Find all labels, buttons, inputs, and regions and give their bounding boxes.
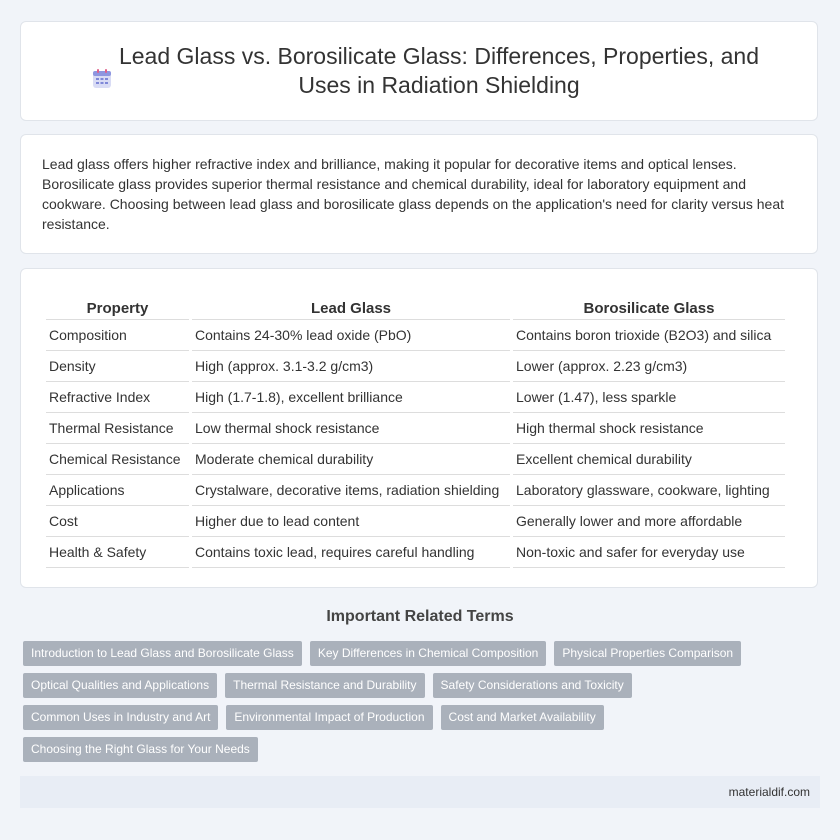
- lead-glass-cell: High (1.7-1.8), excellent brilliance: [192, 382, 510, 413]
- comparison-table: [43, 297, 788, 568]
- related-term-tag[interactable]: Optical Qualities and Applications: [23, 673, 217, 698]
- table-row: [46, 413, 785, 444]
- comparison-card: [20, 268, 818, 588]
- table-row: [46, 320, 785, 351]
- page-title: Lead Glass vs. Borosilicate Glass: Differences, Properties, and Uses in Radiation Shielding: [118, 43, 760, 98]
- lead-glass-cell: Contains toxic lead, requires careful handling: [192, 537, 510, 568]
- lead-glass-cell: Contains 24-30% lead oxide (PbO): [192, 320, 510, 351]
- property-cell: Applications: [46, 475, 189, 506]
- borosilicate-glass-cell: Lower (approx. 2.23 g/cm3): [513, 351, 785, 382]
- related-terms-title: Important Related Terms: [326, 608, 514, 625]
- related-terms-list: [23, 641, 783, 769]
- related-term-tag[interactable]: Key Differences in Chemical Composition: [310, 641, 547, 666]
- lead-glass-cell: Crystalware, decorative items, radiation shielding: [192, 475, 510, 506]
- property-cell: Health & Safety: [46, 537, 189, 568]
- header-lead-glass: Lead Glass: [192, 297, 510, 320]
- property-cell: Density: [46, 351, 189, 382]
- title-card: [20, 21, 818, 121]
- related-term-tag[interactable]: Common Uses in Industry and Art: [23, 705, 218, 730]
- property-cell: Chemical Resistance: [46, 444, 189, 475]
- table-row: [46, 475, 785, 506]
- borosilicate-glass-cell: Lower (1.47), less sparkle: [513, 382, 785, 413]
- related-term-tag[interactable]: Choosing the Right Glass for Your Needs: [23, 737, 258, 762]
- table-row: [46, 351, 785, 382]
- related-term-tag[interactable]: Cost and Market Availability: [441, 705, 604, 730]
- lead-glass-cell: High (approx. 3.1-3.2 g/cm3): [192, 351, 510, 382]
- borosilicate-glass-cell: Excellent chemical durability: [513, 444, 785, 475]
- header-property: Property: [46, 297, 189, 320]
- lead-glass-cell: Higher due to lead content: [192, 506, 510, 537]
- related-term-tag[interactable]: Introduction to Lead Glass and Borosilicate Glass: [23, 641, 302, 666]
- table-row: [46, 506, 785, 537]
- related-term-tag[interactable]: Environmental Impact of Production: [226, 705, 432, 730]
- intro-text: Lead glass offers higher refractive index and brilliance, making it popular for decorative items and optical lenses. Borosilicate glass provides superior thermal resistance and chemical durability, ideal for laboratory equipment and cookware. Choosing between lead glass and borosilicate glass depends on the application's need for clarity versus heat resistance.: [42, 156, 785, 232]
- related-term-tag[interactable]: Thermal Resistance and Durability: [225, 673, 424, 698]
- borosilicate-glass-cell: Non-toxic and safer for everyday use: [513, 537, 785, 568]
- table-header-row: [46, 297, 785, 320]
- borosilicate-glass-cell: High thermal shock resistance: [513, 413, 785, 444]
- related-term-tag[interactable]: Safety Considerations and Toxicity: [433, 673, 632, 698]
- property-cell: Composition: [46, 320, 189, 351]
- property-cell: Refractive Index: [46, 382, 189, 413]
- property-cell: Cost: [46, 506, 189, 537]
- property-cell: Thermal Resistance: [46, 413, 189, 444]
- related-term-tag[interactable]: Physical Properties Comparison: [554, 641, 741, 666]
- table-row: [46, 382, 785, 413]
- lead-glass-cell: Low thermal shock resistance: [192, 413, 510, 444]
- header-borosilicate-glass: Borosilicate Glass: [513, 297, 785, 320]
- borosilicate-glass-cell: Contains boron trioxide (B2O3) and silica: [513, 320, 785, 351]
- intro-card: [20, 134, 818, 254]
- lead-glass-cell: Moderate chemical durability: [192, 444, 510, 475]
- table-row: [46, 537, 785, 568]
- borosilicate-glass-cell: Laboratory glassware, cookware, lighting: [513, 475, 785, 506]
- table-row: [46, 444, 785, 475]
- footer-site: materialdif.com: [728, 785, 810, 799]
- footer: [20, 776, 820, 808]
- borosilicate-glass-cell: Generally lower and more affordable: [513, 506, 785, 537]
